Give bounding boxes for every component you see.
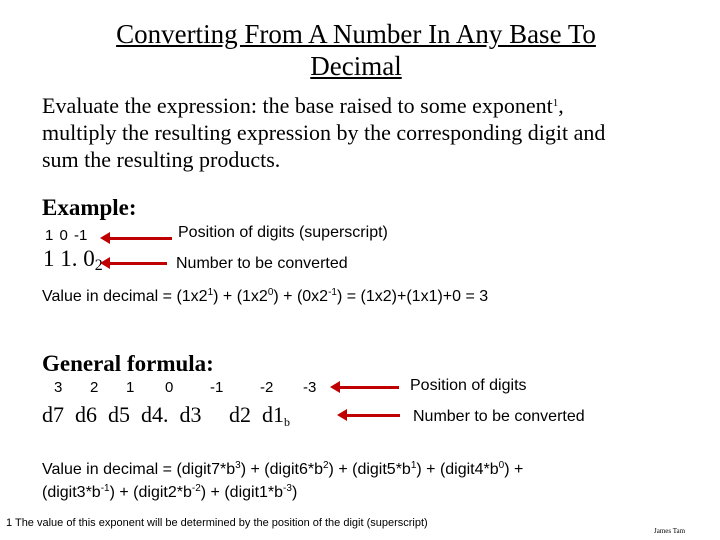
general-position-label: Position of digits <box>410 377 527 394</box>
footnote-mark: 1 <box>552 97 559 109</box>
general-position-neg2: -2 <box>260 379 274 396</box>
general-formula-line-1 <box>42 461 523 479</box>
formula-exp-3: 1 <box>410 460 417 471</box>
example-positions: 1 0 -1 <box>45 227 88 244</box>
formula-part-2: ) + (digit6*b <box>240 461 323 478</box>
intro-line-1-punct: , <box>558 93 564 118</box>
general-position-2: 2 <box>90 379 99 396</box>
formula-part-9: ) <box>291 484 298 501</box>
general-position-3: 3 <box>54 379 63 396</box>
formula-part-1: Value in decimal = (digit7*b <box>42 461 236 478</box>
example-number-digits: 1 1. 0 <box>43 246 95 271</box>
example-heading: Example: <box>42 195 137 220</box>
example-exp-1: 1 <box>207 287 214 298</box>
footnote: 1 The value of this exponent will be determined by the position of the digit (superscript) <box>6 517 428 529</box>
example-position-label: Position of digits (superscript) <box>178 224 388 241</box>
example-number-label: Number to be converted <box>176 255 348 272</box>
example-exp-2: 0 <box>267 287 274 298</box>
intro-line-1 <box>42 92 702 119</box>
formula-part-7: ) + (digit2*b <box>109 484 192 501</box>
intro-line-1-text: Evaluate the expression: the base raised to some exponent <box>42 93 553 118</box>
general-number-label: Number to be converted <box>413 408 585 425</box>
example-number <box>43 246 103 272</box>
general-position-1: 1 <box>126 379 135 396</box>
general-position-neg1: -1 <box>210 379 224 396</box>
general-digits <box>42 402 290 428</box>
example-exp-3: -1 <box>328 287 337 298</box>
example-number-base: 2 <box>94 257 103 274</box>
formula-part-3: ) + (digit5*b <box>328 461 411 478</box>
general-base-sub: b <box>284 415 290 429</box>
formula-exp-7: -3 <box>283 483 292 494</box>
formula-part-4: ) + (digit4*b <box>416 461 499 478</box>
general-digits-text: d7 d6 d5 d4. d3 d2 d1 <box>42 402 284 427</box>
title-line-1: Converting From A Number In Any Base To <box>116 19 596 49</box>
formula-part-8: ) + (digit1*b <box>200 484 284 501</box>
title-line-2: Decimal <box>310 51 402 81</box>
formula-part-5: ) + <box>504 461 524 478</box>
general-position-arrow <box>337 386 399 389</box>
example-value-mid-1: ) + (1x2 <box>213 288 268 305</box>
author-credit: James Tam <box>654 527 686 535</box>
general-number-arrow <box>344 414 400 417</box>
formula-exp-5: -1 <box>100 483 110 494</box>
formula-exp-2: 2 <box>322 460 329 471</box>
number-arrow <box>107 262 167 265</box>
formula-part-6: (digit3*b <box>42 484 101 501</box>
example-value-prefix: Value in decimal = (1x2 <box>42 288 208 305</box>
formula-exp-6: -2 <box>191 483 201 494</box>
example-value-line <box>42 288 488 306</box>
formula-exp-1: 3 <box>235 460 241 471</box>
position-arrow <box>107 237 172 240</box>
example-value-mid-2: ) + (0x2 <box>273 288 329 305</box>
intro-paragraph <box>42 92 702 173</box>
intro-line-2: multiply the resulting expression by the corresponding digit and <box>42 120 606 145</box>
intro-line-3: sum the resulting products. <box>42 147 281 172</box>
page-title <box>0 18 712 82</box>
formula-exp-4: 0 <box>498 460 505 471</box>
general-heading: General formula: <box>42 351 214 376</box>
general-formula-line-2 <box>42 484 297 502</box>
example-value-suffix: ) = (1x2)+(1x1)+0 = 3 <box>336 288 489 305</box>
general-position-neg3: -3 <box>303 379 317 396</box>
general-position-0: 0 <box>165 379 174 396</box>
